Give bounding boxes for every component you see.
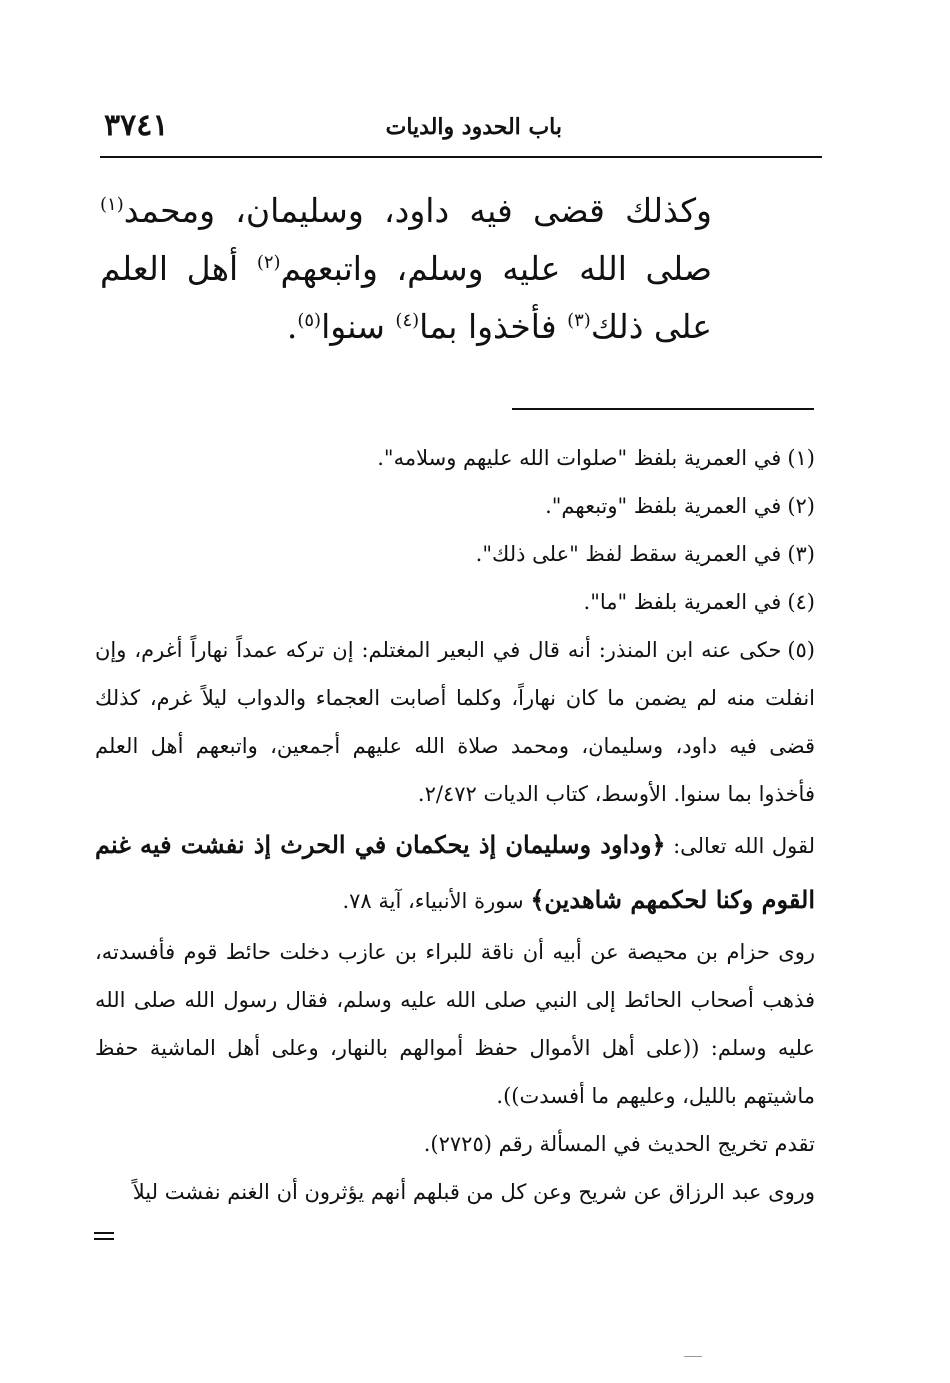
footnote-number: (٤) [787,590,815,614]
footnote-3 [95,530,815,578]
main-segment: أهل العلم على ذلك [100,249,712,346]
verse-intro: لقول الله تعالى: [665,834,816,858]
continuation-mark-line [94,1232,114,1234]
footnote-number: (١) [787,446,815,470]
footnote-ref-1: (١) [100,194,124,215]
footnote-5 [95,626,815,818]
footnote-text: في العمرية بلفظ "صلوات الله عليهم وسلامه". [377,446,782,470]
main-segment: صلى الله عليه وسلم، واتبعهم [280,249,712,288]
footnote-number: (٢) [787,494,815,518]
footnote-number: (٣) [787,542,815,566]
continuation-mark-line [94,1238,114,1240]
takhrij-paragraph: تقدم تخريج الحديث في المسألة رقم (٢٧٢٥). [423,1132,815,1156]
footnote-1 [95,434,815,482]
footnotes [95,434,815,1216]
abdulrazzaq-paragraph: وروى عبد الرزاق عن شريح وعن كل من قبلهم أنهم يؤثرون أن الغنم نفشت ليلاً [132,1180,815,1204]
verse-paragraph [95,818,815,928]
running-title: باب الحدود والديات [385,114,562,140]
quran-verse: ﴿وداود وسليمان إذ يحكمان في الحرث إذ نفشت فيه غنم القوم وكنا لحكمهم شاهدين﴾ [95,830,815,914]
footnote-text: حكى عنه ابن المنذر: أنه قال في البعير المغتلم: إن تركه عمداً نهاراً أغرم، وإن انفلت منه لم يضمن ما كان نهاراً، وكلما أصابت العجماء والدواب ليلاً غرم، كذلك قضى فيه داود، وسليمان، ومحمد صلاة الله عليهم أجمعين، واتبعهم أهل العلم فأخذوا بما سنوا. الأوسط، كتاب الديات ٢/٤٧٢. [95,638,815,806]
header-rule [100,156,822,158]
verse-reference: سورة الأنبياء، آية ٧٨. [342,889,531,913]
page-header [100,108,822,152]
main-segment: سنوا [321,307,396,346]
footnote-ref-5: (٥) [297,310,322,331]
hadith-paragraph: روى حزام بن محيصة عن أبيه أن ناقة للبراء بن عازب دخلت حائط قوم فأفسدته، فذهب أصحاب الحائط إلى النبي صلى الله عليه وسلم، فقال رسول الله صلى الله عليه وسلم: ((على أهل الأموال حفظ أموالهم بالنهار، وعلى أهل الماشية حفظ ماشيتهم بالليل، وعليهم ما أفسدت)). [95,940,815,1108]
footnote-text: في العمرية بلفظ "وتبعهم". [545,494,782,518]
footnote-4 [95,578,815,626]
continuation-mark [94,1232,114,1244]
footnote-ref-2: (٢) [256,252,281,273]
footnote-ref-3: (٣) [567,310,591,331]
footnote-text: في العمرية سقط لفظ "على ذلك". [475,542,782,566]
footnote-text: في العمرية بلفظ "ما". [583,590,782,614]
footnote-2 [95,482,815,530]
main-segment: . [286,307,298,346]
scan-artifact [684,1356,702,1357]
main-paragraph [100,182,712,356]
main-segment: وكذلك قضى فيه داود، وسليمان، ومحمد [123,191,712,230]
main-text [100,182,712,356]
footnote-ref-4: (٤) [395,310,420,331]
main-segment: فأخذوا بما [419,307,568,346]
footnote-separator [512,408,814,410]
footnote-number: (٥) [787,638,815,662]
page-number: ٣٧٤١ [104,108,169,143]
